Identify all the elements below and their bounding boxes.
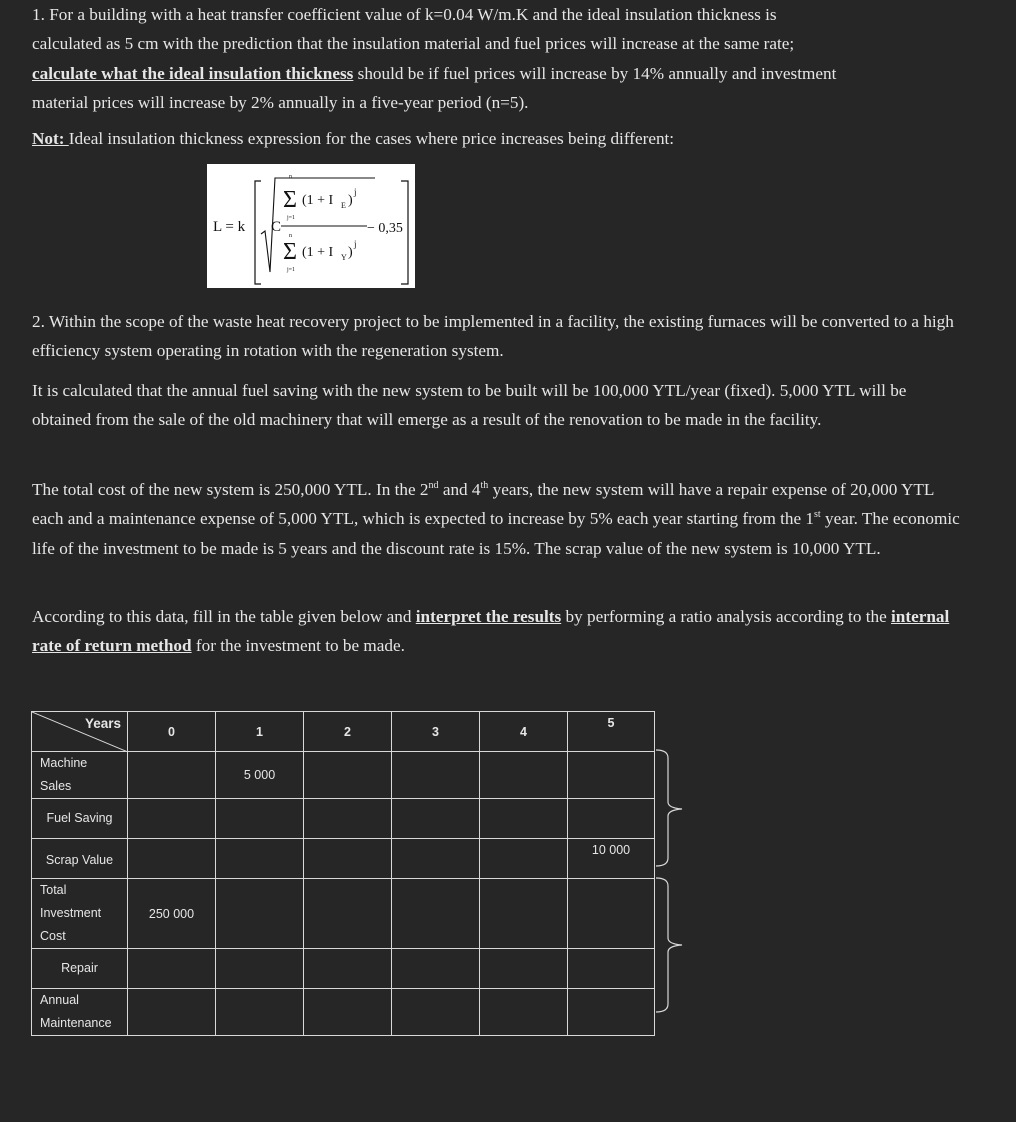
table-cell[interactable] (304, 839, 392, 879)
year-header: 2 (304, 712, 392, 752)
formula-minus: − 0,35 (367, 221, 403, 236)
interpret-results-emphasis: interpret the results (415, 607, 562, 626)
table-cell[interactable] (128, 752, 216, 799)
table-cell[interactable] (216, 879, 304, 949)
table-cell[interactable] (480, 799, 568, 839)
q2-p4: According to this data, fill in the table given below and interpret the results by performing a ratio analysis according to the internal rate of return method for the investment to be made. (32, 607, 950, 656)
table-cell[interactable] (304, 879, 392, 949)
formula-c: C (271, 219, 282, 235)
brace-upper (654, 748, 688, 870)
table-cell[interactable] (392, 879, 480, 949)
table-cell[interactable]: 250 000 (128, 879, 216, 949)
q2-p3: The total cost of the new system is 250,000 YTL. In the 2nd and 4th years, the new system will have a repair expense of 20,000 YTL each and a maintenance expense of 5,000 YTL, which is expected to increase by 5% each year starting from the 1st year. The economic life of the investment to be made is 5 years and the discount rate is 15%. The scrap value of the new system is 10,000 YTL. (32, 480, 960, 558)
row-label-total-investment-cost: Total Investment Cost (32, 879, 128, 949)
numerator-exp: j (354, 187, 357, 197)
table-header-row (32, 712, 655, 752)
note-label: Not: (32, 129, 69, 148)
table-cell[interactable] (480, 879, 568, 949)
table-cell[interactable] (480, 839, 568, 879)
svg-text:): ) (348, 193, 353, 208)
insulation-formula-image (207, 164, 415, 288)
q1-line2: calculated as 5 cm with the prediction that the insulation material and fuel prices will increase at the same rate; (32, 34, 795, 54)
cash-flow-table (31, 711, 655, 1036)
formula-lhs: L = k (213, 219, 246, 235)
num-sum-bottom: j=1 (287, 215, 296, 221)
svg-text:j=1: j=1 (287, 267, 296, 273)
row-label-repair: Repair (32, 949, 128, 989)
irr-method-emphasis: internal rate of return method (32, 607, 950, 656)
table-cell[interactable] (216, 839, 304, 879)
table-row (32, 879, 655, 949)
svg-text:n: n (289, 233, 292, 239)
year-header: 5 (568, 712, 655, 752)
table-cell[interactable] (216, 989, 304, 1036)
row-label-annual-maintenance: Annual Maintenance (32, 989, 128, 1036)
svg-text:j: j (354, 239, 357, 249)
table-cell[interactable] (568, 879, 655, 949)
q1-line1: 1. For a building with a heat transfer coefficient value of k=0.04 W/m.K and the ideal insulation thickness is (32, 5, 777, 24)
table-cell[interactable] (128, 989, 216, 1036)
q1-line3: should be if fuel prices will increase by 14% annually and investment (353, 63, 837, 83)
table-cell[interactable] (480, 752, 568, 799)
table-cell[interactable] (568, 799, 655, 839)
table-cell[interactable] (568, 989, 655, 1036)
table-row (32, 839, 655, 879)
svg-text:Σ: Σ (283, 239, 297, 265)
table-cell[interactable] (392, 989, 480, 1036)
num-sum-top: n (289, 174, 292, 180)
table-cell[interactable] (392, 752, 480, 799)
q2-p2: It is calculated that the annual fuel saving with the new system to be built will be 100,000 YTL/year (fixed). 5,000 YTL will be obtained from the sale of the old machinery that will emerge as a result of the renovation to be made in the facility. (32, 381, 907, 430)
row-label-fuel-saving: Fuel Saving (32, 799, 128, 839)
table-cell[interactable]: 5 000 (216, 752, 304, 799)
table-cell[interactable] (128, 949, 216, 989)
note-text: Ideal insulation thickness expression for the cases where price increases being different: (68, 129, 675, 148)
table-row (32, 799, 655, 839)
denominator-sub: Y (341, 253, 347, 262)
table-cell[interactable] (216, 799, 304, 839)
years-corner-cell (32, 712, 128, 752)
table-cell[interactable] (480, 989, 568, 1036)
table-cell[interactable] (392, 949, 480, 989)
question-1-text (32, 0, 962, 118)
year-header: 1 (216, 712, 304, 752)
table-cell[interactable] (304, 752, 392, 799)
table-cell[interactable] (480, 949, 568, 989)
brace-lower (654, 876, 688, 1016)
svg-text:Σ: Σ (283, 187, 297, 213)
formula-numerator: (1 + I (302, 193, 334, 208)
year-header: 4 (480, 712, 568, 752)
table-cell[interactable] (568, 949, 655, 989)
table-cell[interactable] (392, 839, 480, 879)
table-cell[interactable] (216, 949, 304, 989)
year-header: 0 (128, 712, 216, 752)
row-label-machine-sales: Machine Sales (32, 752, 128, 799)
q2-p1: 2. Within the scope of the waste heat recovery project to be implemented in a facility, the existing furnaces will be converted to a high efficiency system operating in rotation with the regeneration system. (32, 312, 954, 361)
table-cell[interactable] (304, 799, 392, 839)
row-label-scrap-value: Scrap Value (32, 839, 128, 879)
formula-denominator: (1 + I (302, 245, 334, 260)
q1-emphasis: calculate what the ideal insulation thickness (32, 63, 354, 83)
year-header: 3 (392, 712, 480, 752)
table-row (32, 949, 655, 989)
numerator-sub: E (341, 201, 346, 210)
svg-text:): ) (348, 245, 353, 260)
table-cell[interactable] (304, 949, 392, 989)
table-cell[interactable] (128, 839, 216, 879)
table-cell[interactable] (392, 799, 480, 839)
table-cell[interactable] (568, 752, 655, 799)
years-label: Years (84, 716, 121, 731)
table-row (32, 989, 655, 1036)
table-row (32, 752, 655, 799)
table-cell[interactable]: 10 000 (568, 839, 655, 879)
table-cell[interactable] (128, 799, 216, 839)
q1-line4: material prices will increase by 2% annually in a five-year period (n=5). (32, 93, 529, 113)
table-cell[interactable] (304, 989, 392, 1036)
q1-note (32, 124, 962, 153)
